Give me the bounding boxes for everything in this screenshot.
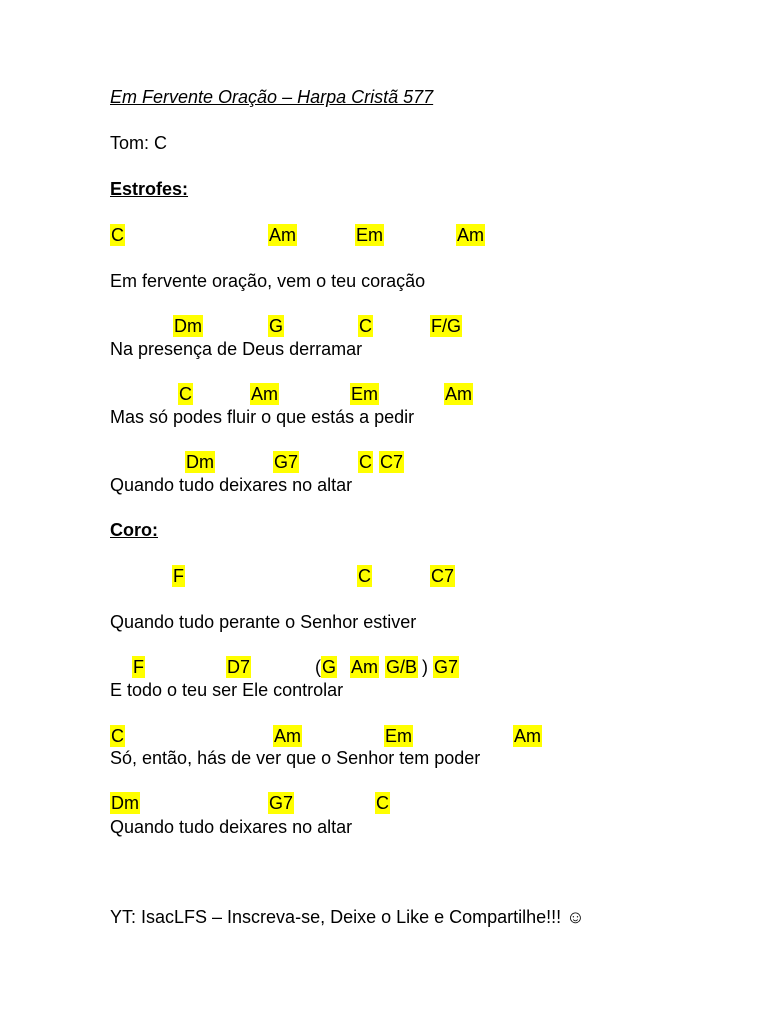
lyric-line: Mas só podes fluir o que estás a pedir (110, 407, 415, 427)
chord: Em (351, 384, 378, 404)
song-key: Tom: C (110, 133, 168, 153)
lyric-line: Na presença de Deus derramar (110, 339, 363, 359)
chord-paren-open: ( (315, 657, 321, 677)
chord: Am (445, 384, 472, 404)
song-title: Em Fervente Oração – Harpa Cristã 577 (110, 87, 434, 107)
lyric-line: Quando tudo deixares no altar (110, 817, 353, 837)
lyric-line: Em fervente oração, vem o teu coração (110, 271, 426, 291)
chord: G/B (386, 657, 418, 677)
chord: Dm (174, 316, 202, 336)
chord: Am (274, 726, 301, 746)
chord: C (358, 566, 371, 586)
chord: D7 (227, 657, 251, 677)
chord: F (173, 566, 184, 586)
chord: Am (514, 726, 541, 746)
chord: G (269, 316, 284, 336)
chord: F/G (431, 316, 461, 336)
lyric-line: Quando tudo perante o Senhor estiver (110, 612, 417, 632)
chord: C (359, 316, 372, 336)
lyric-line: Só, então, hás de ver que o Senhor tem poder (110, 748, 481, 768)
chord: C (111, 225, 124, 245)
chord: C (179, 384, 192, 404)
chord: Am (251, 384, 278, 404)
section-heading-coro: Coro: (110, 520, 158, 540)
chord: C7 (380, 452, 404, 472)
chord: Dm (111, 793, 139, 813)
chord: C7 (431, 566, 455, 586)
chord: G (322, 657, 337, 677)
chord: Am (269, 225, 296, 245)
chord: Em (385, 726, 412, 746)
lyric-line: Quando tudo deixares no altar (110, 475, 353, 495)
chord: G7 (269, 793, 294, 813)
footer-credit: YT: IsacLFS – Inscreva-se, Deixe o Like e Compartilhe!!! ☺ (110, 907, 585, 927)
lyric-line: E todo o teu ser Ele controlar (110, 680, 344, 700)
section-heading-estrofes: Estrofes: (110, 179, 189, 199)
chord: Am (351, 657, 378, 677)
chord: C (376, 793, 389, 813)
chord: G7 (274, 452, 299, 472)
chord: C (111, 726, 124, 746)
chord: Dm (186, 452, 214, 472)
chord: Am (457, 225, 484, 245)
chord: Em (356, 225, 383, 245)
chord: F (133, 657, 144, 677)
chord-paren-close: ) (422, 657, 428, 677)
chord: G7 (434, 657, 459, 677)
chord: C (359, 452, 372, 472)
